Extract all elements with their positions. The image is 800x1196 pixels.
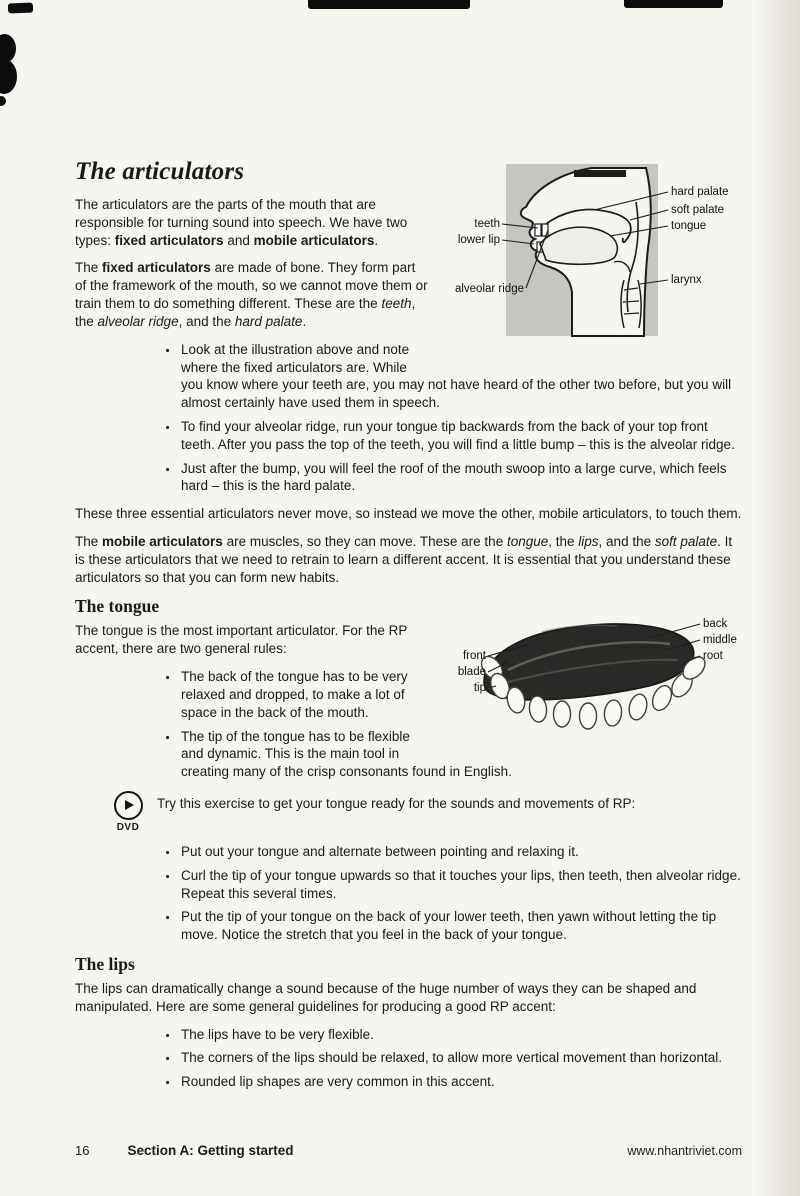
- list-item: • The tip of the tongue has to be flexible and dynamic. This is the main tool in creating many of the crisp consonants found in English.: [179, 728, 742, 781]
- intro-paragraph-4: The mobile articulators are muscles, so they can move. These are the tongue, the lips, and the soft palate. It is these articulators that we need to retrain to learn a different accent. It is essential that you understand these articulators so that you can form new habits.: [75, 534, 733, 585]
- mouth-label-hard-palate: hard palate: [671, 186, 729, 198]
- tongue-label-blade: blade: [457, 666, 486, 679]
- list-item: • Just after the bump, you will feel the roof of the mouth swoop into a large curve, which feels hard – this is the hard palate.: [179, 460, 742, 496]
- list-item: • Put the tip of your tongue on the back of your lower teeth, then yawn without letting the tip move. Notice the stretch that you feel in the back of your tongue.: [179, 908, 742, 944]
- section-heading-lips: The lips: [75, 954, 135, 974]
- list-item: • Put out your tongue and alternate between pointing and relaxing it.: [179, 843, 742, 861]
- dvd-play-icon: [114, 791, 143, 820]
- tongue-top-illustration: [442, 598, 742, 748]
- footer-section-title: Section A: Getting started: [127, 1143, 294, 1158]
- dvd-exercise-row: [111, 791, 742, 833]
- mouth-label-alveolar-ridge: alveolar ridge: [454, 283, 524, 295]
- list-item: • The corners of the lips should be relaxed, to allow more vertical movement than horizontal.: [179, 1049, 742, 1067]
- lips-paragraph-1: The lips can dramatically change a sound because of the huge number of ways they can be shaped and manipulated. Here are some general guidelines for producing a good RP accent:: [75, 981, 697, 1014]
- scan-artifact: [0, 96, 6, 106]
- mouth-label-teeth: teeth: [474, 218, 500, 230]
- exercise-intro: Try this exercise to get your tongue ready for the sounds and movements of RP:: [157, 795, 636, 811]
- tongue-label-root: root: [703, 650, 723, 663]
- page-number: 16: [75, 1143, 90, 1158]
- mouth-label-larynx: larynx: [671, 274, 702, 286]
- intro-paragraph-2: The fixed articulators are made of bone. They form part of the framework of the mouth, so we cannot move them or train them to do something different. These are the teeth, the alveolar ridge, and the hard palate.: [75, 260, 428, 329]
- scan-artifact: [624, 0, 723, 8]
- mouth-diagram: [442, 162, 742, 362]
- dvd-label: DVD: [116, 821, 140, 833]
- intro-paragraph-3: These three essential articulators never move, so instead we move the other, mobile articulators, to touch them.: [75, 506, 742, 522]
- dvd-badge: [111, 791, 145, 833]
- list-item: • To find your alveolar ridge, run your tongue tip backwards from the back of your top front teeth. After you pass the top of the teeth, you will find a little bump – this is the alveolar ridge.: [179, 418, 742, 454]
- mouth-label-tongue: tongue: [671, 220, 707, 232]
- list-item: • The lips have to be very flexible.: [179, 1026, 742, 1044]
- play-triangle-icon: [125, 800, 134, 810]
- scan-artifact: [8, 3, 33, 14]
- tongue-paragraph-1: The tongue is the most important articulator. For the RP accent, there are two general rules:: [75, 623, 408, 657]
- scan-artifact: [308, 0, 470, 9]
- fixed-articulators-list: [75, 341, 742, 496]
- page-footer: [75, 1143, 742, 1158]
- mouth-label-soft-palate: soft palate: [671, 204, 725, 216]
- page-title: The articulators: [75, 158, 245, 185]
- section-heading-tongue: The tongue: [75, 596, 160, 617]
- list-item: • Rounded lip shapes are very common in this accent.: [179, 1073, 742, 1091]
- tongue-label-back: back: [703, 618, 728, 631]
- tongue-exercise-list: [75, 843, 742, 944]
- scan-edge-shadow: [754, 0, 800, 1196]
- footer-website: www.nhantriviet.com: [627, 1144, 742, 1158]
- page-content: [75, 158, 742, 1101]
- mouth-label-lower-lip: lower lip: [457, 234, 500, 246]
- tongue-label-front: front: [462, 650, 486, 663]
- tongue-diagram: [442, 598, 742, 748]
- lips-guidelines-list: [75, 1026, 742, 1091]
- tongue-label-tip: tip: [473, 682, 486, 695]
- scan-artifact: [0, 59, 17, 94]
- intro-paragraph-1: The articulators are the parts of the mouth that are responsible for turning sound into speech. We have two types: fixed articulators and mobile articulators.: [75, 197, 408, 248]
- list-item: • Curl the tip of your tongue upwards so that it touches your lips, then teeth, then alveolar ridge. Repeat this several times.: [179, 867, 742, 903]
- list-item: • Look at the illustration above and note where the fixed articulators are. While you know where your teeth are, you may not have heard of the other two before, but you will almost certainly have used them in speech.: [179, 341, 742, 412]
- tongue-label-middle: middle: [703, 634, 737, 647]
- list-item: • The back of the tongue has to be very relaxed and dropped, to make a lot of space in the back of the mouth.: [179, 668, 742, 721]
